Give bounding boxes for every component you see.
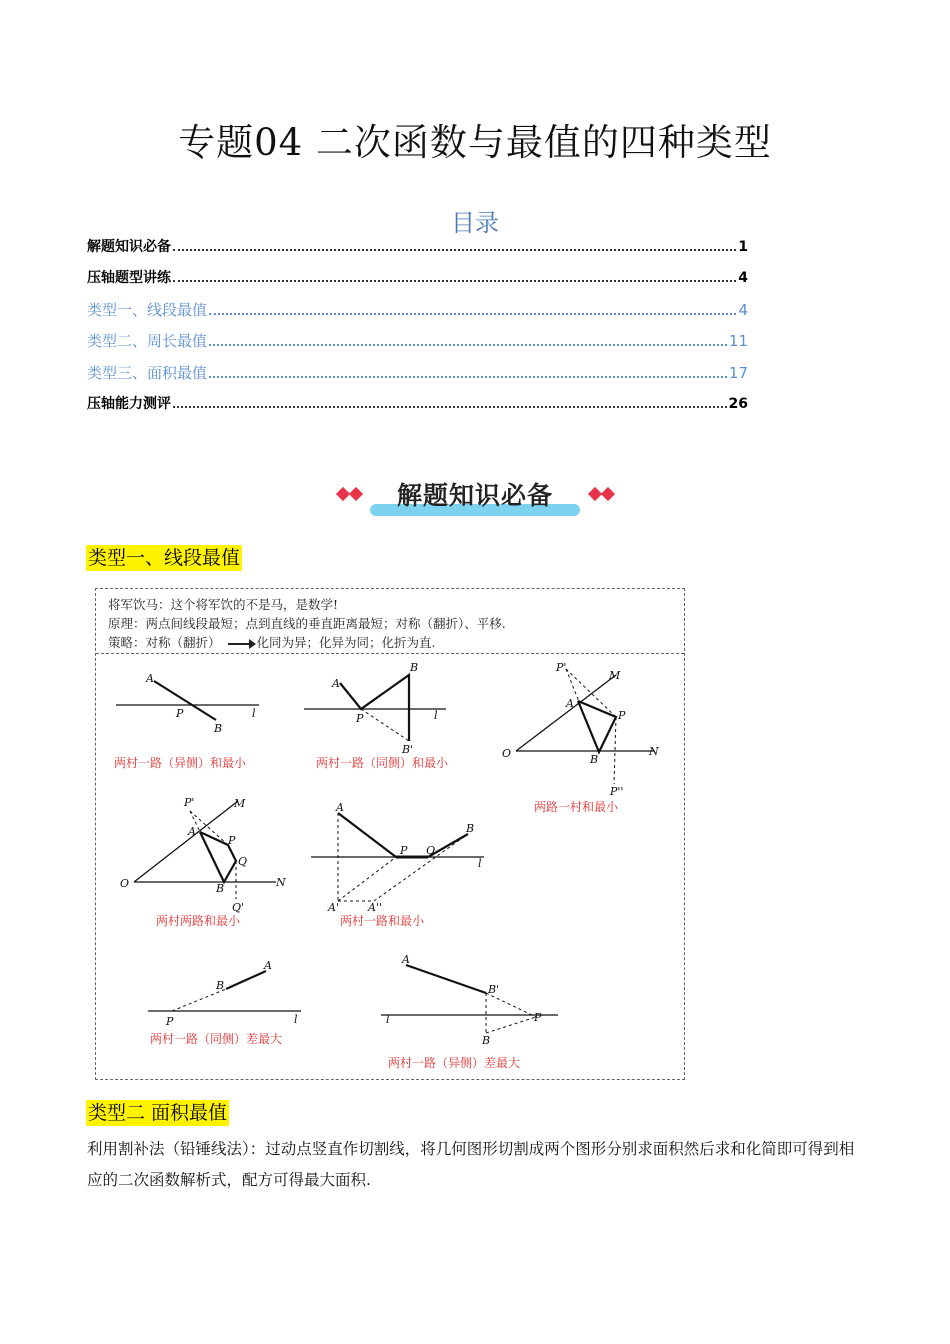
svg-text:N: N — [649, 745, 659, 758]
toc-leader — [173, 249, 736, 251]
svg-text:M: M — [234, 797, 246, 810]
toc-item-label: 压轴能力测评 — [87, 395, 171, 412]
body-paragraph: 利用割补法（铅锤线法）：过动点竖直作切割线，将几何图形切割成两个图形分别求面积然后求和化简即可得到相应的二次函数解析式，配方可得最大面积. — [87, 1140, 855, 1189]
toc-leader — [209, 344, 727, 346]
diagram-max-difference-different-sides — [381, 953, 558, 1070]
svg-text:P: P — [356, 712, 364, 725]
svg-text:l: l — [252, 707, 256, 720]
toc-item-page: 17 — [728, 363, 748, 382]
svg-text:Q: Q — [238, 855, 248, 868]
svg-text:l: l — [386, 1013, 390, 1026]
svg-text:P': P' — [184, 796, 195, 809]
caption-6: 两村一路（同侧）差最大 — [150, 1032, 283, 1046]
toc-leader — [173, 406, 727, 408]
svg-text:l: l — [434, 709, 438, 722]
svg-text:P: P — [618, 709, 626, 722]
svg-text:A'': A'' — [368, 901, 382, 914]
svg-text:P'': P'' — [610, 785, 624, 798]
box-line-1: 将军饮马：这个将军饮的不是马，是数学! — [108, 597, 339, 612]
svg-text:B: B — [410, 661, 419, 674]
diagram-different-sides — [114, 672, 259, 770]
toc-leader — [209, 313, 736, 315]
svg-text:O: O — [120, 877, 130, 890]
svg-text:M: M — [609, 669, 621, 682]
svg-text:B: B — [482, 1034, 491, 1047]
svg-text:A: A — [402, 953, 410, 966]
toc-item[interactable] — [87, 299, 748, 330]
svg-text:P: P — [534, 1011, 542, 1024]
toc-item-page: 1 — [738, 239, 748, 255]
diagram-two-roads-one-village — [502, 661, 659, 814]
section-heading: 类型二 面积最值 — [88, 1102, 228, 1124]
caption-1: 两村一路（异侧）和最小 — [114, 756, 247, 770]
banner-title: 解题知识必备 — [396, 481, 553, 510]
svg-text:B: B — [214, 722, 223, 735]
diagram-translation — [311, 801, 484, 928]
box-line-2: 原理：两点间线段最短；点到直线的垂直距离最短；对称（翻折）、平移. — [108, 616, 506, 631]
toc-item-page: 26 — [728, 395, 748, 412]
svg-text:A: A — [264, 959, 272, 972]
caption-3: 两路一村和最小 — [534, 800, 619, 814]
toc-item-label: 类型二、周长最值 — [87, 332, 208, 351]
diagram-same-side — [304, 661, 449, 770]
svg-text:P: P — [166, 1015, 174, 1028]
svg-text:B': B' — [402, 743, 414, 756]
toc-item-label: 类型一、线段最值 — [87, 300, 208, 319]
toc-item[interactable] — [87, 267, 748, 298]
svg-text:A: A — [336, 801, 344, 814]
svg-text:Q: Q — [426, 844, 436, 857]
toc-item-page: 11 — [728, 332, 748, 351]
svg-text:l: l — [478, 857, 482, 870]
svg-text:l: l — [294, 1013, 298, 1026]
svg-text:Q': Q' — [232, 901, 245, 914]
toc-item[interactable] — [87, 362, 748, 393]
geometry-diagrams — [96, 589, 686, 1081]
toc-heading: 目录 — [451, 209, 499, 237]
caption-4: 两村两路和最小 — [156, 914, 241, 928]
page-title: 专题04 二次函数与最值的四种类型 — [178, 121, 772, 164]
svg-text:A: A — [188, 825, 196, 838]
toc-item[interactable] — [87, 236, 748, 267]
caption-2: 两村一路（同侧）和最小 — [316, 756, 449, 770]
svg-text:A: A — [146, 672, 154, 685]
svg-text:B: B — [216, 979, 225, 992]
toc-item-label: 解题知识必备 — [87, 239, 171, 255]
toc-item-page: 4 — [738, 270, 748, 287]
knowledge-figure-box — [95, 588, 685, 1080]
svg-text:B: B — [590, 753, 599, 766]
svg-text:B: B — [216, 882, 225, 895]
svg-text:N: N — [276, 876, 286, 889]
toc-leader — [209, 376, 727, 378]
caption-7: 两村一路（异侧）差最大 — [388, 1056, 521, 1070]
toc-item[interactable] — [87, 393, 748, 424]
svg-text:P: P — [228, 834, 236, 847]
svg-text:A': A' — [328, 901, 339, 914]
toc-item[interactable] — [87, 330, 748, 361]
svg-text:B': B' — [488, 983, 500, 996]
diagram-max-difference-same-side — [148, 959, 301, 1046]
section-heading: 类型一、线段最值 — [88, 547, 241, 569]
toc-item-page: 4 — [738, 300, 748, 319]
svg-text:P: P — [400, 844, 408, 857]
strategy-label: 策略：对称（翻折） — [108, 635, 221, 650]
diagram-two-villages-two-roads — [120, 796, 286, 928]
svg-text:P': P' — [556, 661, 567, 674]
toc-item-label: 压轴题型讲练 — [87, 270, 171, 287]
caption-5: 两村一路和最小 — [340, 914, 425, 928]
svg-text:A: A — [566, 697, 574, 710]
svg-text:A: A — [332, 677, 340, 690]
toc-item-label: 类型三、面积最值 — [87, 363, 208, 382]
toc-leader — [173, 280, 736, 282]
section-banner — [330, 474, 620, 520]
strategy-text: 化同为异；化异为同；化折为直. — [256, 635, 436, 650]
table-of-contents — [87, 236, 748, 424]
svg-text:B: B — [466, 822, 475, 835]
svg-text:P: P — [176, 707, 184, 720]
svg-text:O: O — [502, 747, 512, 760]
